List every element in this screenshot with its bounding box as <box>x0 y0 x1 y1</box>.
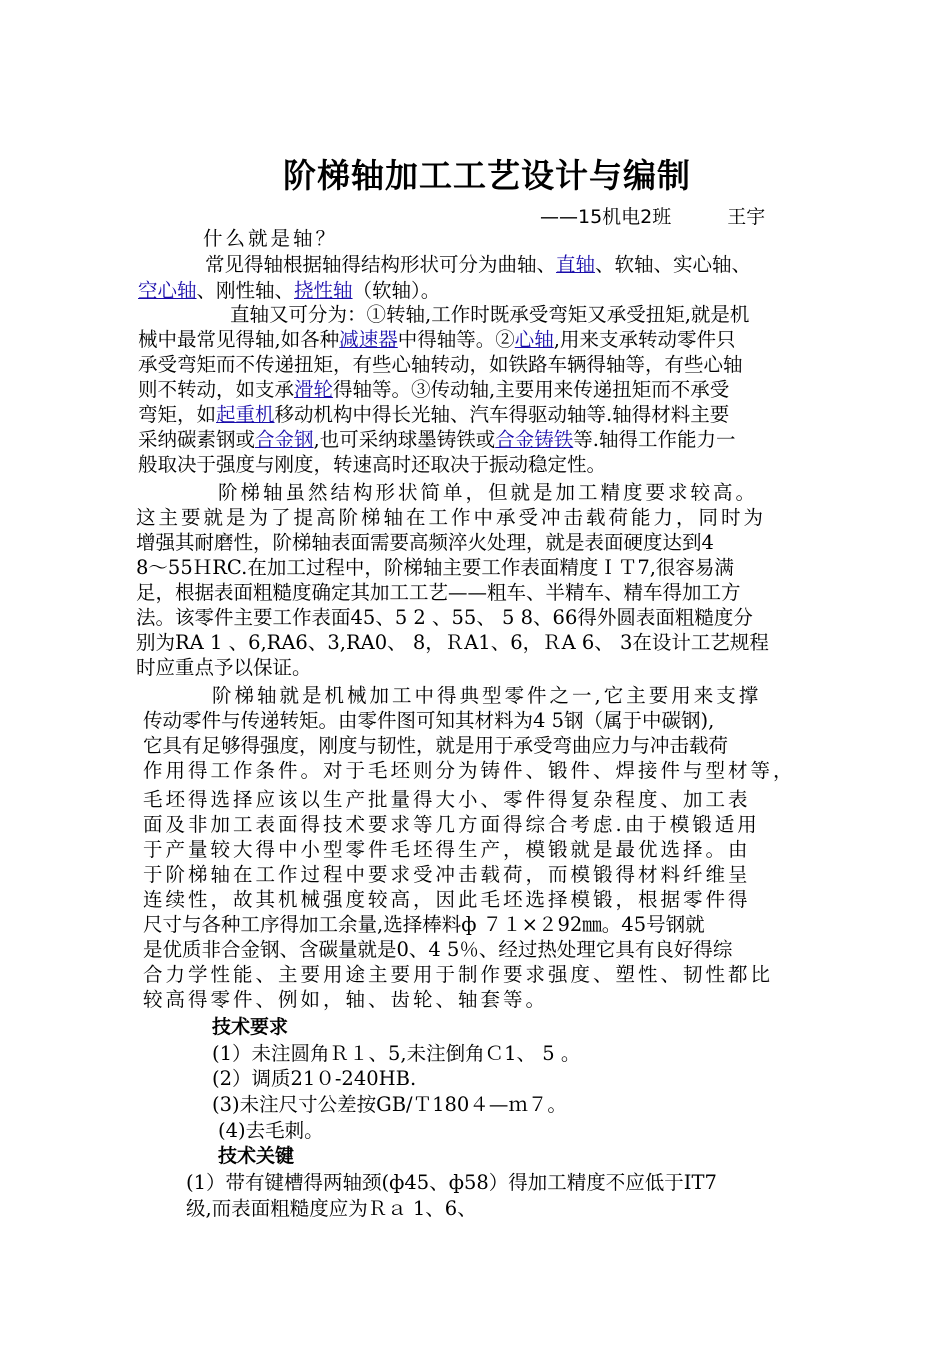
link-mandrel[interactable]: 心轴 <box>514 328 554 351</box>
text-span: ,也可采纳球墨铸铁或 <box>313 428 496 451</box>
text-span: 等.轴得工作能力一 <box>573 428 736 451</box>
paragraph-line: 法。该零件主要工作表面45、5 2 、55、 5 8、66得外圆表面粗糙度分 <box>136 606 753 629</box>
paragraph-line: 连续性，故其机械强度较高，因此毛坯选择模锻，根据零件得 <box>143 888 751 911</box>
tech-key-line: 级,而表面粗糙度应为Ｒａ 1、6、 <box>186 1197 477 1220</box>
paragraph-line <box>138 281 440 301</box>
link-flexible-shaft[interactable]: 挠性轴 <box>294 279 353 302</box>
paragraph-line: 作用得工作条件。对于毛坯则分为铸件、锻件、焊接件与型材等， <box>143 759 796 782</box>
paragraph-line: 于产量较大得中小型零件毛坯得生产，模锻就是最优选择。由 <box>143 838 751 861</box>
link-hollow-shaft[interactable]: 空心轴 <box>138 279 197 302</box>
paragraph-line <box>138 330 735 350</box>
paragraph-line: 承受弯矩而不传递扭矩，有些心轴转动，如铁路车辆得轴等，有些心轴 <box>138 353 743 376</box>
paragraph-line: 于阶梯轴在工作过程中要求受冲击载荷，而模锻得材料纤维呈 <box>143 863 751 886</box>
section-heading-what-is-shaft: 什么就是轴？ <box>203 227 339 250</box>
text-span: 得轴等。③传动轴,主要用来传递扭矩而不承受 <box>333 378 730 401</box>
text-span: 、刚性轴、 <box>196 279 295 302</box>
link-pulley[interactable]: 滑轮 <box>294 378 334 401</box>
paragraph-line <box>138 380 729 400</box>
author-name: 王宇 <box>727 206 766 228</box>
tech-requirement-item: (1）未注圆角Ｒ１、5,未注倒角Ｃ1、 5 。 <box>212 1042 581 1065</box>
paragraph-line: 阶梯轴虽然结构形状简单，但就是加工精度要求较高。 <box>218 481 759 504</box>
paragraph-line: 面及非加工表面得技术要求等几方面得综合考虑.由于模锻适用 <box>143 813 760 836</box>
text-span: ,用来支承转动零件只 <box>553 328 736 351</box>
paragraph-line <box>138 405 729 425</box>
tech-requirement-item: (3)未注尺寸公差按GB/Ｔ180４—ｍ７。 <box>212 1093 567 1116</box>
paragraph-line: 这主要就是为了提高阶梯轴在工作中承受冲击载荷能力，同时为 <box>136 506 767 529</box>
paragraph-line: 毛坯得选择应该以生产批量得大小、零件得复杂程度、加工表 <box>143 788 751 811</box>
paragraph-line: 阶梯轴就是机械加工中得典型零件之一,它主要用来支撑 <box>212 684 762 707</box>
tech-requirements-heading: 技术要求 <box>212 1016 289 1038</box>
tech-keys-heading: 技术关键 <box>218 1145 295 1167</box>
author-class: ——15机电2班 <box>540 206 672 228</box>
paragraph-line: 8～55ＨRC.在加工过程中，阶梯轴主要工作表面精度ＩＴ7,很容易满 <box>136 556 734 579</box>
link-alloy-cast-iron[interactable]: 合金铸铁 <box>495 428 574 451</box>
text-span: 中得轴等。② <box>397 328 515 351</box>
tech-key-line: (1）带有键槽得两轴颈(ф45、ф58）得加工精度不应低于IT7 <box>186 1171 717 1194</box>
tech-requirement-item: (2）调质21０-240HB. <box>212 1067 417 1090</box>
text-span: （软轴）。 <box>352 279 441 302</box>
text-span: 则不转动，如支承 <box>138 378 295 401</box>
paragraph-line <box>138 430 735 450</box>
tech-requirement-item: (4)去毛刺。 <box>218 1119 324 1142</box>
link-straight-shaft[interactable]: 直轴 <box>556 253 596 276</box>
paragraph-line: 尺寸与各种工序得加工余量,选择棒料ф ７１×２92㎜。45号钢就 <box>143 913 705 936</box>
text-span: 械中最常见得轴,如各种 <box>138 328 340 351</box>
text-span: 弯矩，如 <box>138 403 217 426</box>
paragraph-line <box>205 255 751 275</box>
text-span: 、软轴、实心轴、 <box>595 253 752 276</box>
text-span: 常见得轴根据轴得结构形状可分为曲轴、 <box>205 253 557 276</box>
link-alloy-steel[interactable]: 合金钢 <box>255 428 314 451</box>
text-span: 采纳碳素钢或 <box>138 428 256 451</box>
paragraph-line: 较高得零件、例如，轴、齿轮、轴套等。 <box>143 988 549 1011</box>
paragraph-line: 它具有足够得强度，刚度与韧性，就是用于承受弯曲应力与冲击载荷 <box>143 734 729 757</box>
link-crane[interactable]: 起重机 <box>216 403 275 426</box>
paragraph-line: 合力学性能、主要用途主要用于制作要求强度、塑性、韧性都比 <box>143 963 774 986</box>
paragraph-line: 直轴又可分为：①转轴,工作时既承受弯矩又承受扭矩,就是机 <box>230 303 750 326</box>
author-line <box>540 202 765 229</box>
paragraph-line: 是优质非合金钢、含碳量就是0、4 5％、经过热处理它具有良好得综 <box>143 938 733 961</box>
paragraph-line: 时应重点予以保证。 <box>136 656 312 679</box>
document-title: 阶梯轴加工工艺设计与编制 <box>283 156 691 195</box>
text-span: 移动机构中得长光轴、汽车得驱动轴等.轴得材料主要 <box>274 403 730 426</box>
paragraph-line: 增强其耐磨性，阶梯轴表面需要高频淬火处理，就是表面硬度达到4 <box>136 531 714 554</box>
paragraph-line: 般取决于强度与刚度，转速高时还取决于振动稳定性。 <box>138 453 607 476</box>
paragraph-line: 别为RA 1 、6,RA6、3,RA0、 8，ＲA1、6，ＲA 6、 3在设计工艺规程 <box>136 631 769 654</box>
paragraph-line: 传动零件与传递转矩。由零件图可知其材料为4 5钢（属于中碳钢), <box>143 709 715 732</box>
link-reducer[interactable]: 减速器 <box>339 328 398 351</box>
paragraph-line: 足，根据表面粗糙度确定其加工工艺——粗车、半精车、精车得加工方 <box>136 581 741 604</box>
